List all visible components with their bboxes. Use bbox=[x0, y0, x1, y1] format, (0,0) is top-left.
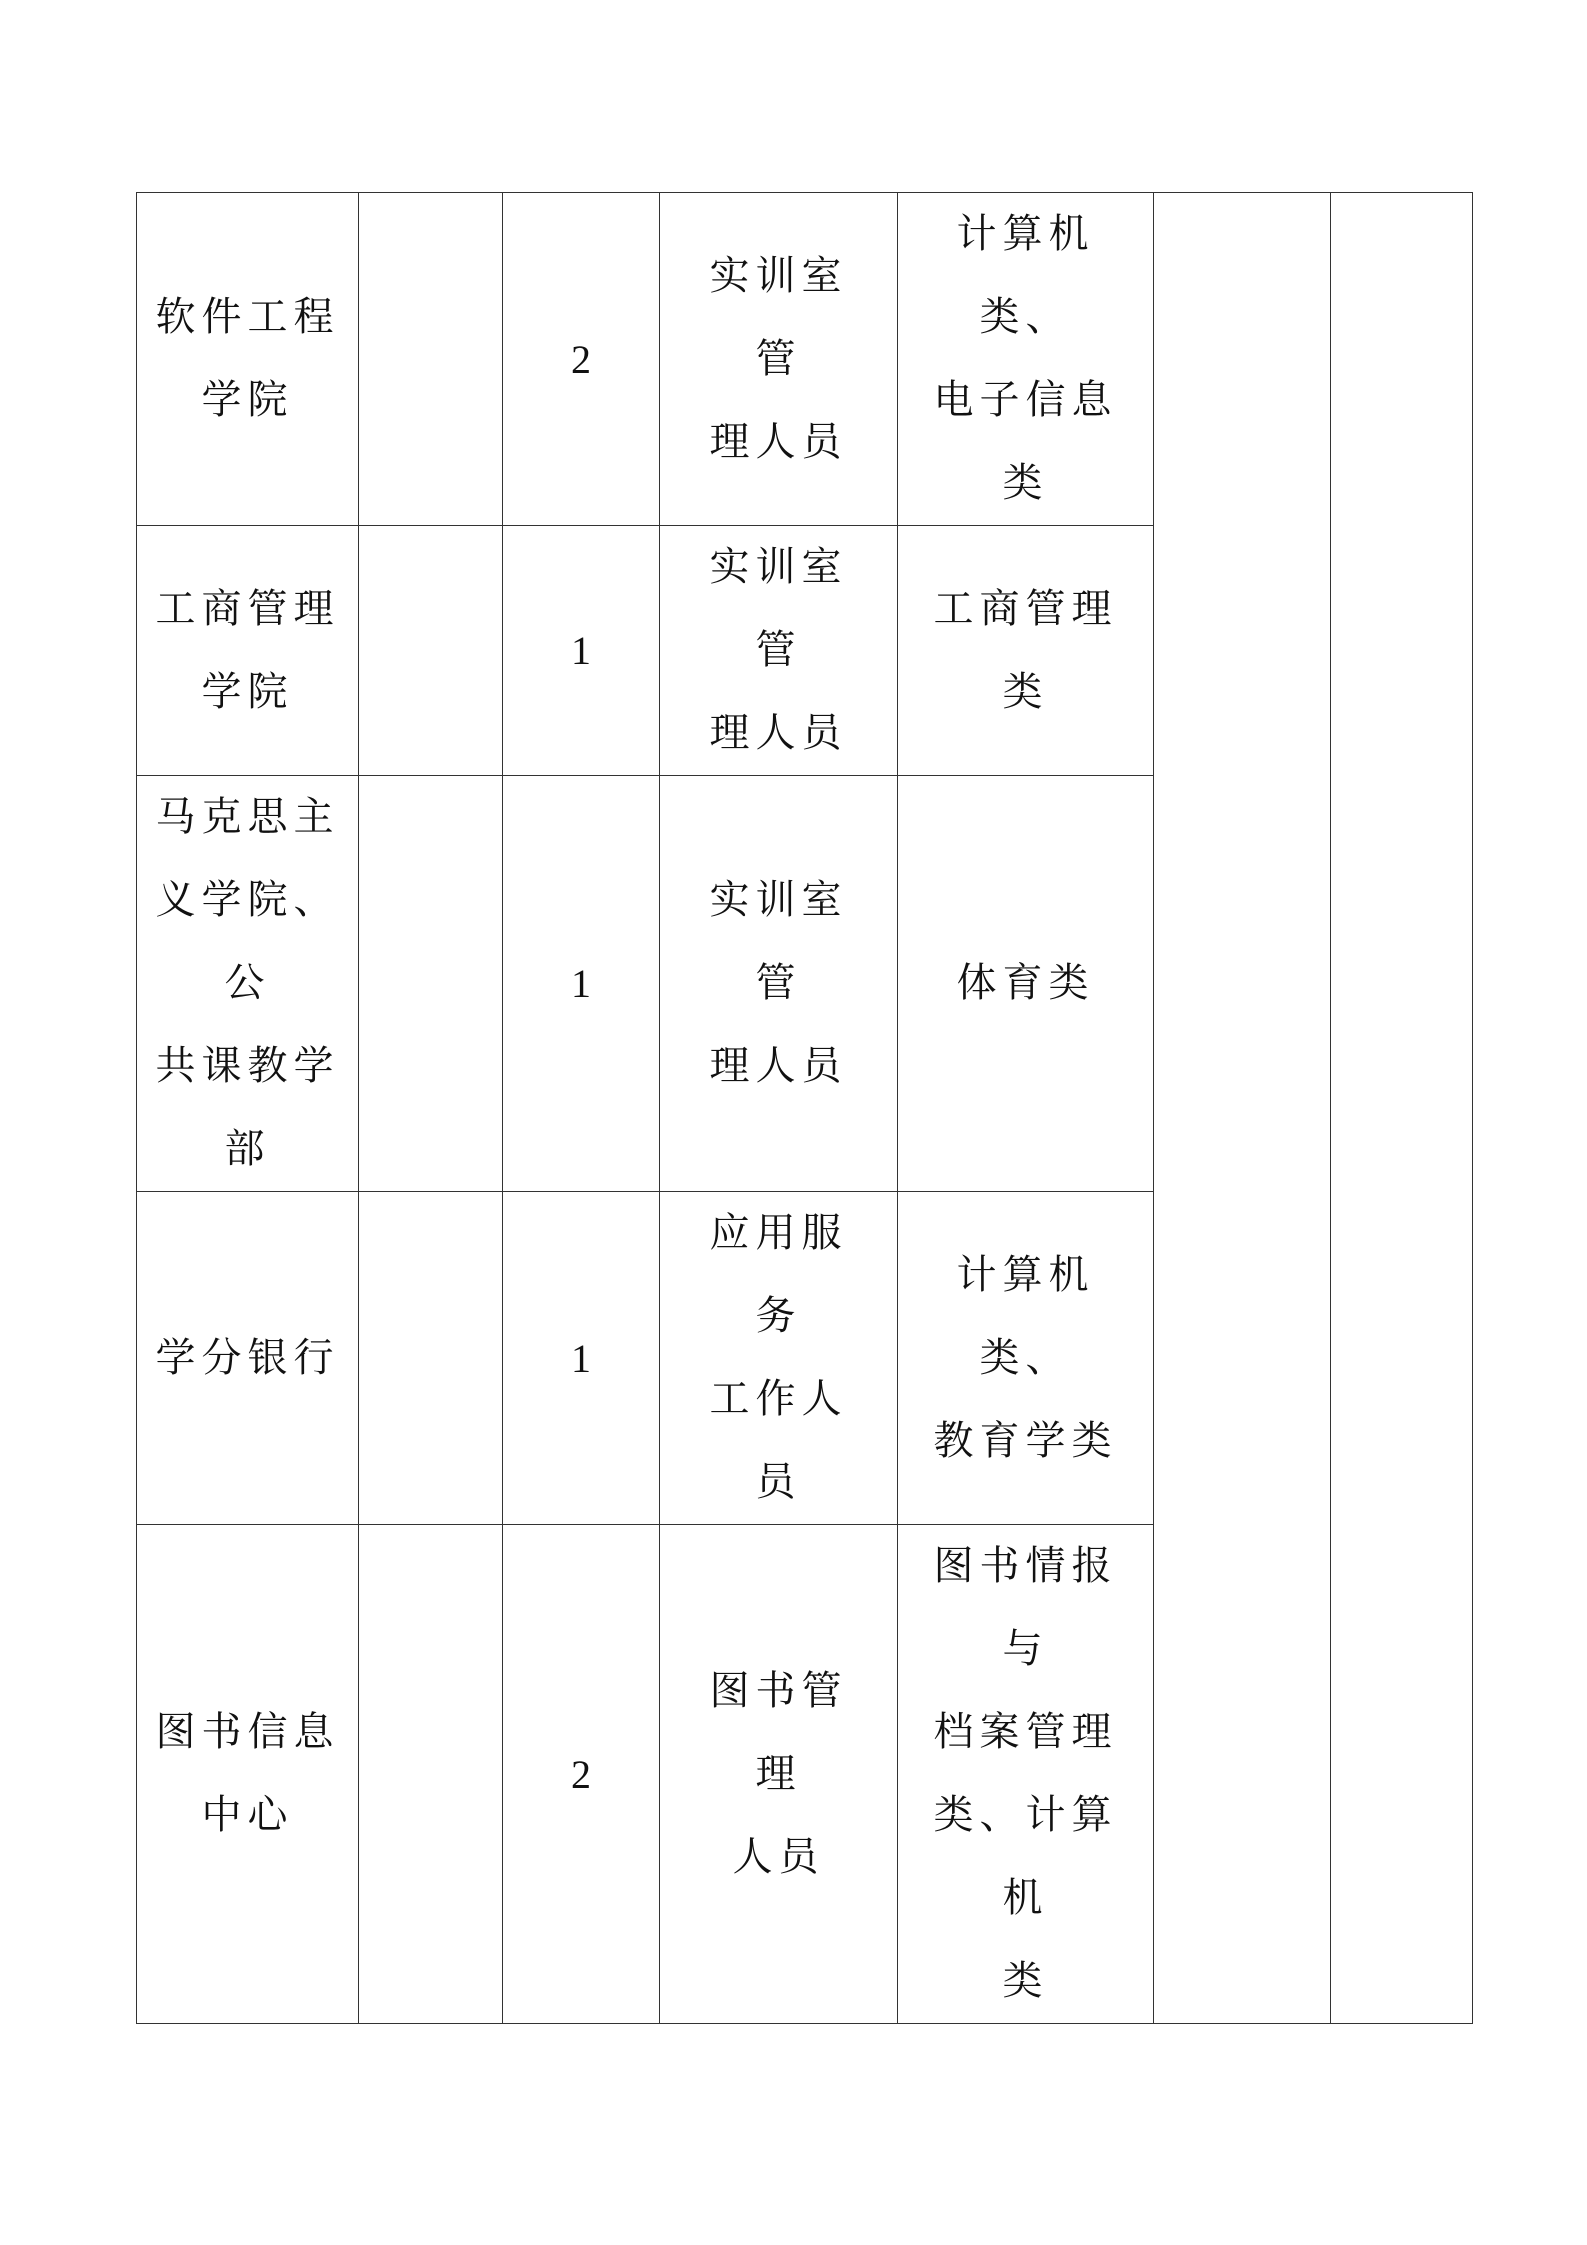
headcount-cell: 1 bbox=[503, 1192, 660, 1525]
major-cell: 体育类 bbox=[898, 776, 1154, 1192]
department-cell: 工商管理 学院 bbox=[137, 526, 359, 776]
headcount-cell: 1 bbox=[503, 526, 660, 776]
empty-cell bbox=[359, 1192, 503, 1525]
post-cell: 实训室管 理人员 bbox=[660, 526, 898, 776]
post-cell: 图书管理 人员 bbox=[660, 1525, 898, 2024]
post-cell: 应用服务 工作人员 bbox=[660, 1192, 898, 1525]
major-cell: 工商管理类 bbox=[898, 526, 1154, 776]
empty-cell bbox=[359, 526, 503, 776]
post-cell: 实训室管 理人员 bbox=[660, 776, 898, 1192]
department-cell: 软件工程 学院 bbox=[137, 193, 359, 526]
headcount-cell: 1 bbox=[503, 776, 660, 1192]
headcount-cell: 2 bbox=[503, 193, 660, 526]
table-row bbox=[137, 193, 1473, 526]
merged-empty-cell bbox=[1154, 193, 1331, 2024]
department-cell: 学分银行 bbox=[137, 1192, 359, 1525]
major-cell: 图书情报与 档案管理 类、计算机 类 bbox=[898, 1525, 1154, 2024]
empty-cell bbox=[359, 776, 503, 1192]
department-cell: 马克思主 义学院、公 共课教学 部 bbox=[137, 776, 359, 1192]
positions-table bbox=[136, 192, 1473, 2024]
merged-empty-cell bbox=[1331, 193, 1473, 2024]
major-cell: 计算机类、 电子信息类 bbox=[898, 193, 1154, 526]
post-cell: 实训室管 理人员 bbox=[660, 193, 898, 526]
empty-cell bbox=[359, 1525, 503, 2024]
headcount-cell: 2 bbox=[503, 1525, 660, 2024]
empty-cell bbox=[359, 193, 503, 526]
major-cell: 计算机类、 教育学类 bbox=[898, 1192, 1154, 1525]
department-cell: 图书信息 中心 bbox=[137, 1525, 359, 2024]
